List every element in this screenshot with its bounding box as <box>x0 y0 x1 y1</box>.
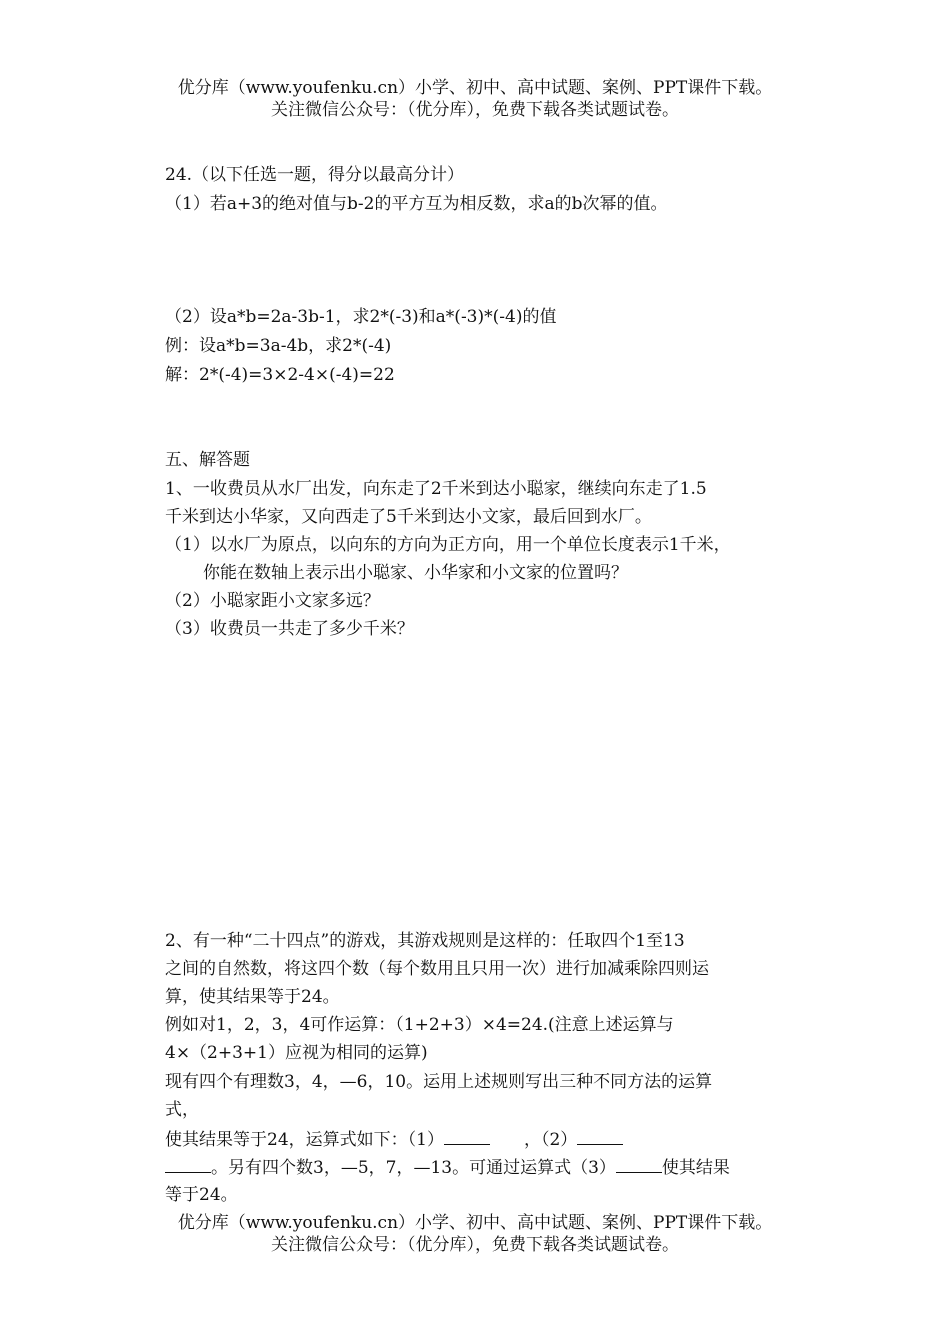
problem2-line3: 算，使其结果等于24。 <box>165 987 340 1007</box>
header-line-2: 关注微信公众号：（优分库），免费下载各类试题试卷。 <box>271 100 679 120</box>
header-line-1: 优分库（www.youfenku.cn）小学、初中、高中试题、案例、PPT课件下载。 <box>177 78 773 98</box>
problem2-line9-suffix: 使其结果 <box>661 1158 730 1178</box>
problem2-line7: 式， <box>165 1100 199 1120</box>
problem1-sub3: （3）收费员一共走了多少千米？ <box>165 619 414 639</box>
problem1-sub1-line1: （1）以水厂为原点，以向东的方向为正方向，用一个单位长度表示1千米， <box>165 535 731 555</box>
problem2-line8-prefix: 使其结果等于24，运算式如下：（1） <box>165 1130 444 1150</box>
answer-blank-2a[interactable] <box>577 1128 623 1145</box>
q24-part2: （2）设a*b=2a-3b-1，求2*(-3)和a*(-3)*(-4)的值 <box>165 307 557 327</box>
problem1-line1: 1、一收费员从水厂出发，向东走了2千米到达小聪家，继续向东走了1.5 <box>165 479 707 499</box>
q24-solution: 解：2*(-4)=3×2-4×(-4)=22 <box>165 365 395 385</box>
problem2-line10: 等于24。 <box>165 1185 238 1205</box>
answer-blank-2b[interactable] <box>165 1156 211 1173</box>
problem2-line8-mid: ，（2） <box>523 1130 578 1150</box>
q24-part1: （1）若a+3的绝对值与b-2的平方互为相反数，求a的b次幂的值。 <box>165 194 668 214</box>
q24-example: 例：设a*b=3a-4b，求2*(-4) <box>165 336 392 356</box>
problem1-line2: 千米到达小华家，又向西走了5千米到达小文家，最后回到水厂。 <box>165 507 652 527</box>
problem2-line8 <box>165 1128 623 1151</box>
problem2-line9 <box>165 1156 730 1179</box>
answer-blank-1[interactable] <box>444 1128 490 1145</box>
problem1-sub2: （2）小聪家距小文家多远？ <box>165 591 380 611</box>
answer-blank-3[interactable] <box>616 1156 662 1173</box>
q24-title: 24.（以下任选一题，得分以最高分计） <box>165 165 465 185</box>
section5-title: 五、解答题 <box>165 450 250 470</box>
problem2-line9-prefix: 。另有四个数3，—5，7，—13。可通过运算式（3） <box>211 1158 616 1178</box>
problem2-line5: 4×（2+3+1）应视为相同的运算) <box>165 1043 428 1063</box>
problem2-line2: 之间的自然数，将这四个数（每个数用且只用一次）进行加减乘除四则运 <box>165 959 709 979</box>
footer-line-1: 优分库（www.youfenku.cn）小学、初中、高中试题、案例、PPT课件下载。 <box>177 1213 773 1233</box>
problem1-sub1-line2: 你能在数轴上表示出小聪家、小华家和小文家的位置吗？ <box>203 563 628 583</box>
footer-line-2: 关注微信公众号：（优分库），免费下载各类试题试卷。 <box>271 1235 679 1255</box>
problem2-line4: 例如对1，2，3，4可作运算：（1+2+3）×4=24.(注意上述运算与 <box>165 1015 674 1035</box>
problem2-line6: 现有四个有理数3，4，—6，10。运用上述规则写出三种不同方法的运算 <box>165 1072 713 1092</box>
problem2-line1: 2、有一种“二十四点”的游戏，其游戏规则是这样的：任取四个1至13 <box>165 931 685 951</box>
